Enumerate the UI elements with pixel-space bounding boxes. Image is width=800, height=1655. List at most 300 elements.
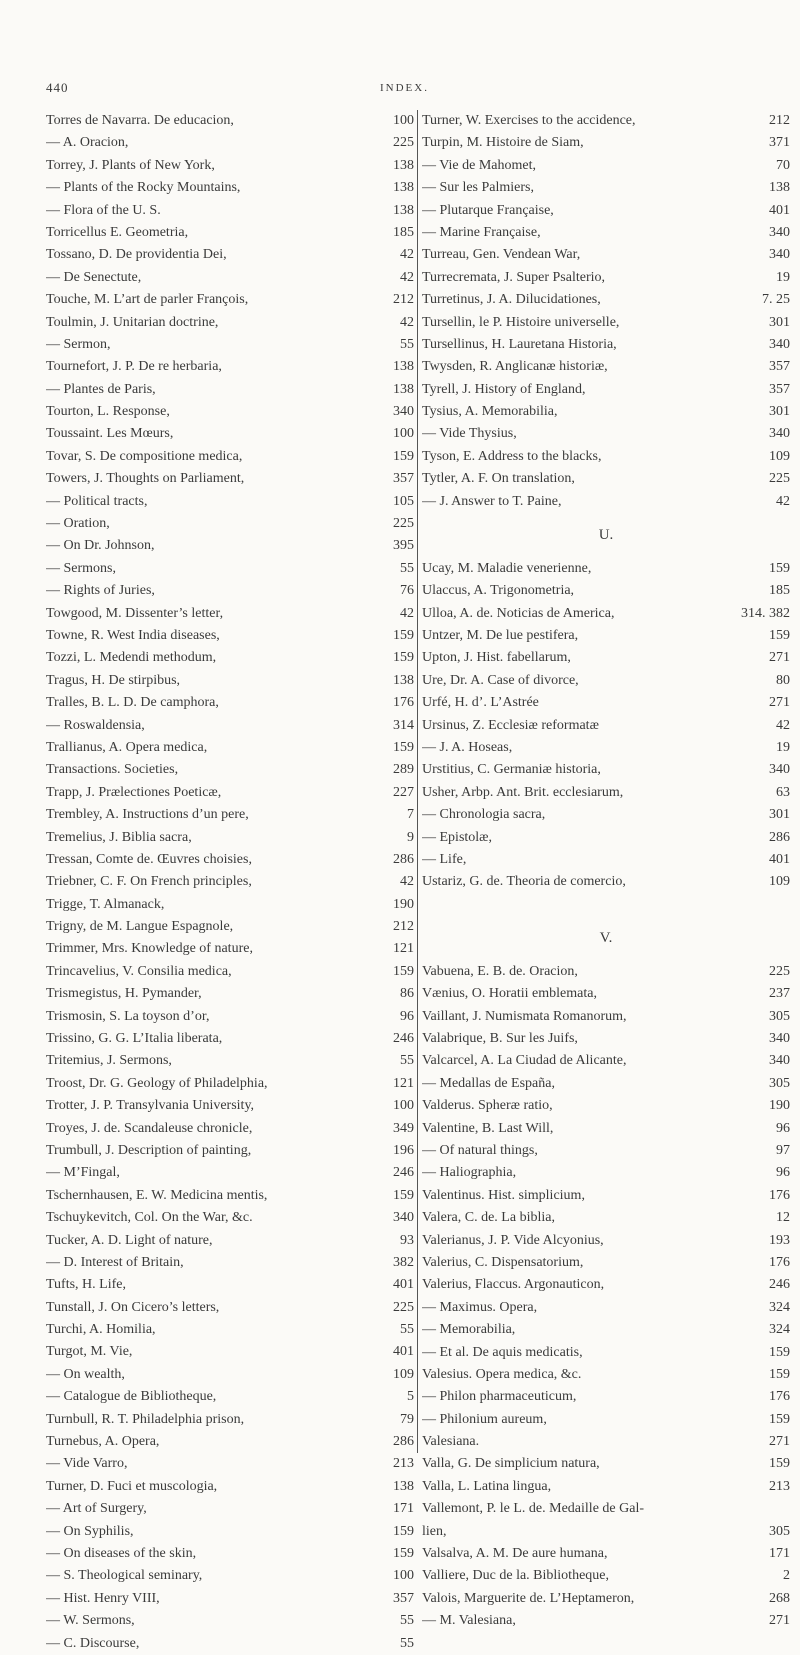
entry-title: — Medallas de España, [422, 1075, 555, 1091]
entry-page: 55 [400, 1613, 414, 1629]
entry-page: 349 [393, 1120, 414, 1136]
entry-page: 159 [393, 963, 414, 979]
right-column [422, 110, 790, 1633]
entry-page: 289 [393, 762, 414, 778]
entry-title: — Vide Thysius, [422, 426, 517, 442]
entry-page: 96 [776, 1120, 790, 1136]
entry-page: 357 [769, 359, 790, 375]
entry-page: 176 [393, 695, 414, 711]
entry-title: Torrey, J. Plants of New York, [46, 157, 215, 173]
entry-title: Triebner, C. F. On French principles, [46, 874, 252, 890]
index-entry [46, 1207, 414, 1229]
index-entry [422, 670, 790, 692]
index-entry [422, 1028, 790, 1050]
index-entry [422, 558, 790, 580]
index-entry [46, 222, 414, 244]
index-entry [46, 312, 414, 334]
index-entry [46, 1252, 414, 1274]
entry-page: 227 [393, 784, 414, 800]
index-entry [46, 513, 414, 535]
entry-title: Toulmin, J. Unitarian doctrine, [46, 314, 219, 330]
entry-page: 138 [769, 180, 790, 196]
entry-title: Touche, M. L’art de parler François, [46, 292, 249, 308]
index-entry [46, 244, 414, 266]
entry-title: Vaillant, J. Numismata Romanorum, [422, 1008, 627, 1024]
entry-page: 301 [769, 314, 790, 330]
index-entry [46, 804, 414, 826]
index-entry [46, 1543, 414, 1565]
entry-title: lien, [422, 1523, 447, 1539]
index-entry [46, 1073, 414, 1095]
entry-title: Tschuykevitch, Col. On the War, &c. [46, 1210, 253, 1226]
entry-title: — Et al. De aquis medicatis, [422, 1344, 583, 1360]
index-entry [422, 1207, 790, 1229]
entry-title: Trismosin, S. La toyson d’or, [46, 1008, 210, 1024]
index-entry [46, 849, 414, 871]
entry-page: 138 [393, 381, 414, 397]
index-entry [46, 468, 414, 490]
entry-title: — Vide Varro, [46, 1456, 128, 1472]
entry-title: Turnebus, A. Opera, [46, 1434, 160, 1450]
entry-title: — Of natural things, [422, 1143, 538, 1158]
section-heading-v: V. [599, 930, 613, 947]
index-entry [46, 715, 414, 737]
entry-page: 138 [393, 359, 414, 375]
entry-title: Turner, W. Exercises to the accidence, [422, 113, 636, 128]
entry-page: 7 [407, 807, 414, 823]
index-entry [46, 1498, 414, 1520]
entry-title: — Vie de Mahomet, [422, 157, 536, 173]
entry-title: Twysden, R. Anglicanæ historiæ, [422, 359, 608, 375]
index-entry [46, 603, 414, 625]
index-entry [422, 1364, 790, 1386]
index-entry [46, 401, 414, 423]
entry-page: 121 [393, 941, 414, 957]
index-entry [46, 1386, 414, 1408]
index-entry [422, 1095, 790, 1117]
index-entry [422, 580, 790, 602]
index-entry [422, 132, 790, 154]
index-entry [422, 401, 790, 423]
index-entry [46, 871, 414, 893]
index-entry [46, 1409, 414, 1431]
entry-title: — Art of Surgery, [46, 1501, 147, 1517]
index-entry [422, 1006, 790, 1028]
entry-title: Tritemius, J. Sermons, [46, 1053, 172, 1069]
index-entry [46, 110, 414, 132]
entry-page: 324 [769, 1299, 790, 1315]
entry-page: 314. 382 [741, 605, 790, 621]
entry-title: Troyes, J. de. Scandaleuse chronicle, [46, 1120, 253, 1136]
entry-page: 382 [393, 1254, 414, 1270]
entry-title: — On wealth, [46, 1366, 125, 1382]
entry-title: Valesiana. [422, 1434, 480, 1450]
index-entry [46, 827, 414, 849]
entry-title: Torricellus E. Geometria, [46, 224, 189, 240]
index-entry [46, 558, 414, 580]
entry-title: Ursinus, Z. Ecclesiæ reformatæ [422, 717, 599, 733]
entry-title: Tressan, Comte de. Œuvres choisies, [46, 851, 252, 867]
entry-page: 159 [769, 560, 790, 576]
index-entry [46, 1118, 414, 1140]
entry-page: 225 [393, 516, 414, 532]
entry-page: 100 [393, 1568, 414, 1584]
index-entry [46, 1028, 414, 1050]
entry-page: 268 [769, 1590, 790, 1606]
index-entry [46, 580, 414, 602]
entry-page: 109 [769, 874, 790, 890]
index-entry [46, 423, 414, 445]
entry-title: Towers, J. Thoughts on Parliament, [46, 471, 245, 487]
entry-title: Upton, J. Hist. fabellarum, [422, 650, 571, 666]
entry-page: 271 [769, 695, 790, 711]
entry-page: 246 [393, 1031, 414, 1047]
index-entry [422, 356, 790, 378]
index-entry [46, 132, 414, 154]
index-entry [422, 1274, 790, 1296]
entry-title: — Sur les Palmiers, [422, 180, 534, 196]
entry-page: 42 [400, 269, 414, 285]
entry-title: — Catalogue de Bibliotheque, [46, 1389, 217, 1405]
entry-title: Tursellin, le P. Histoire universelle, [422, 314, 620, 330]
entry-page: 100 [393, 1098, 414, 1114]
entry-page: 5 [407, 1389, 414, 1405]
index-entry [46, 379, 414, 401]
entry-title: — Life, [422, 851, 467, 867]
index-entry [46, 1565, 414, 1587]
entry-page: 19 [776, 739, 790, 755]
index-entry [422, 827, 790, 849]
entry-page: 42 [400, 874, 414, 890]
entry-title: Urfé, H. d’. L’Astrée [422, 695, 539, 711]
index-entry [422, 871, 790, 893]
entry-title: Trumbull, J. Description of painting, [46, 1142, 252, 1158]
index-entry [46, 1297, 414, 1319]
entry-page: 185 [393, 224, 414, 240]
entry-page: 42 [400, 314, 414, 330]
entry-page: 357 [393, 471, 414, 487]
entry-title: — On Syphilis, [46, 1523, 134, 1539]
entry-title: — Philon pharmaceuticum, [422, 1389, 577, 1405]
entry-title: Valerius, Flaccus. Argonauticon, [422, 1277, 605, 1293]
index-entry [422, 1453, 790, 1475]
index-entry [422, 1431, 790, 1453]
entry-title: Vallemont, P. le L. de. Medaille de Gal- [422, 1501, 644, 1517]
entry-title: Trapp, J. Prælectiones Poeticæ, [46, 784, 222, 800]
index-entry [422, 334, 790, 356]
index-entry [422, 1565, 790, 1587]
entry-page: 401 [769, 202, 790, 218]
index-entry [422, 1319, 790, 1341]
entry-page: 159 [393, 1523, 414, 1539]
entry-page: 159 [769, 1456, 790, 1472]
entry-page: 340 [769, 762, 790, 778]
entry-page: 86 [400, 986, 414, 1002]
entry-title: — Plants of the Rocky Mountains, [46, 180, 241, 196]
entry-page: 237 [769, 986, 790, 1002]
entry-page: 7. 25 [762, 292, 790, 308]
entry-title: Valerius, C. Dispensatorium, [422, 1254, 584, 1270]
index-entry [422, 379, 790, 401]
entry-title: Vænius, O. Horatii emblemata, [422, 986, 597, 1002]
index-entry [46, 1341, 414, 1363]
entry-page: 76 [400, 583, 414, 599]
entry-title: Torres de Navarra. De educacion, [46, 113, 234, 128]
entry-title: — Flora of the U. S. [46, 202, 161, 218]
index-entry [422, 1118, 790, 1140]
entry-title: Turnbull, R. T. Philadelphia prison, [46, 1411, 245, 1427]
entry-title: — On diseases of the skin, [46, 1546, 197, 1561]
entry-page: 9 [407, 829, 414, 845]
entry-page: 159 [769, 1411, 790, 1427]
index-entry [46, 1162, 414, 1184]
index-entry [422, 983, 790, 1005]
index-entry [46, 1476, 414, 1498]
entry-page: 301 [769, 404, 790, 420]
index-entry [46, 983, 414, 1005]
entry-page: 340 [769, 1031, 790, 1047]
entry-page: 213 [769, 1478, 790, 1494]
entry-page: 176 [769, 1254, 790, 1270]
index-entry [46, 894, 414, 916]
entry-title: Ure, Dr. A. Case of divorce, [422, 672, 579, 688]
entry-title: Valesius. Opera medica, &c. [422, 1366, 582, 1382]
entry-title: Trissino, G. G. L’Italia liberata, [46, 1031, 223, 1047]
entry-page: 138 [393, 180, 414, 196]
index-entry [46, 289, 414, 311]
entry-page: 357 [393, 1590, 414, 1606]
entry-title: Turretinus, J. A. Dilucidationes, [422, 292, 601, 308]
index-entry [46, 625, 414, 647]
index-entry [422, 423, 790, 445]
entry-page: 55 [400, 560, 414, 576]
index-entry [422, 625, 790, 647]
entry-title: Tufts, H. Life, [46, 1277, 126, 1293]
entry-page: 401 [393, 1277, 414, 1293]
entry-page: 109 [769, 448, 790, 464]
index-entry [46, 1185, 414, 1207]
entry-title: — Marine Française, [422, 224, 541, 240]
index-entry [422, 1409, 790, 1431]
entry-page: 109 [393, 1366, 414, 1382]
index-entry [422, 715, 790, 737]
index-entry [422, 110, 790, 132]
entry-title: — Rights of Juries, [46, 583, 155, 599]
entry-page: 193 [769, 1232, 790, 1248]
index-entry [422, 177, 790, 199]
entry-title: Tossano, D. De providentia Dei, [46, 247, 227, 263]
entry-page: 138 [393, 672, 414, 688]
entry-page: 196 [393, 1142, 414, 1158]
index-entry [46, 647, 414, 669]
index-entry [46, 1319, 414, 1341]
index-entry [422, 1498, 790, 1520]
index-entry [46, 334, 414, 356]
entry-page: 213 [393, 1456, 414, 1472]
index-entry [46, 535, 414, 557]
entry-title: Trembley, A. Instructions d’un pere, [46, 807, 249, 823]
index-entry [46, 356, 414, 378]
entry-page: 159 [393, 1546, 414, 1561]
index-entry [46, 155, 414, 177]
entry-page: 19 [776, 269, 790, 285]
entry-title: Ulaccus, A. Trigonometria, [422, 583, 575, 599]
index-entry [46, 1431, 414, 1453]
entry-title: — A. Oracion, [46, 135, 129, 151]
index-entry [422, 1140, 790, 1162]
entry-title: — Plantes de Paris, [46, 381, 156, 397]
left-column [46, 110, 414, 1655]
entry-title: Tysius, A. Memorabilia, [422, 404, 558, 420]
entry-title: Towne, R. West India diseases, [46, 627, 220, 643]
entry-title: — Oration, [46, 516, 110, 532]
index-entry [46, 961, 414, 983]
entry-page: 159 [393, 739, 414, 755]
index-entry [422, 647, 790, 669]
entry-title: Tournefort, J. P. De re herbaria, [46, 359, 222, 375]
index-entry [422, 804, 790, 826]
entry-title: Trismegistus, H. Pymander, [46, 986, 202, 1002]
entry-title: Trotter, J. P. Transylvania University, [46, 1098, 255, 1114]
entry-title: Vabuena, E. B. de. Oracion, [422, 963, 578, 979]
entry-page: 212 [393, 292, 414, 308]
entry-page: 171 [393, 1501, 414, 1517]
entry-title: Usher, Arbp. Ant. Brit. ecclesiarum, [422, 784, 624, 800]
entry-title: Tremelius, J. Biblia sacra, [46, 829, 192, 845]
index-entry [46, 1230, 414, 1252]
entry-title: — C. Discourse, [46, 1635, 140, 1651]
running-title: INDEX. [380, 82, 429, 94]
entry-page: 340 [769, 224, 790, 240]
index-entry [422, 491, 790, 513]
section-heading-u: U. [598, 527, 614, 544]
entry-title: — M. Valesiana, [422, 1613, 516, 1629]
index-entry [422, 244, 790, 266]
index-entry [422, 1588, 790, 1610]
index-entry [422, 1543, 790, 1565]
entry-title: Ustariz, G. de. Theoria de comercio, [422, 874, 626, 890]
entry-title: Valla, L. Latina lingua, [422, 1478, 552, 1494]
entry-page: 340 [393, 404, 414, 420]
index-entry [422, 222, 790, 244]
index-entry [422, 468, 790, 490]
entry-page: 55 [400, 1322, 414, 1338]
index-entry [422, 759, 790, 781]
entry-page: 159 [393, 650, 414, 666]
entry-title: Valentine, B. Last Will, [422, 1120, 554, 1136]
entry-page: 159 [769, 1366, 790, 1382]
index-entry [422, 1610, 790, 1632]
entry-page: 159 [393, 627, 414, 643]
index-entry [46, 938, 414, 960]
entry-page: 271 [769, 650, 790, 666]
index-entry [46, 782, 414, 804]
entry-page: 305 [769, 1523, 790, 1539]
entry-page: 395 [393, 538, 414, 554]
entry-page: 55 [400, 336, 414, 352]
index-entry [46, 1521, 414, 1543]
index-entry [46, 446, 414, 468]
entry-title: Valera, C. de. La biblia, [422, 1210, 555, 1226]
entry-page: 225 [393, 1299, 414, 1315]
index-entry [46, 1095, 414, 1117]
entry-page: 371 [769, 135, 790, 151]
index-entry [422, 849, 790, 871]
entry-page: 2 [783, 1568, 790, 1584]
entry-title: Valcarcel, A. La Ciudad de Alicante, [422, 1053, 627, 1069]
entry-page: 100 [393, 113, 414, 128]
index-entry [46, 670, 414, 692]
entry-page: 305 [769, 1008, 790, 1024]
entry-title: Tragus, H. De stirpibus, [46, 672, 181, 688]
entry-page: 190 [393, 896, 414, 912]
entry-title: — Philonium aureum, [422, 1411, 547, 1427]
entry-page: 340 [393, 1210, 414, 1226]
index-entry [46, 200, 414, 222]
entry-title: — D. Interest of Britain, [46, 1254, 184, 1270]
entry-title: — Chronologia sacra, [422, 807, 546, 823]
index-entry [422, 200, 790, 222]
index-entry [422, 1252, 790, 1274]
entry-title: Tytler, A. F. On translation, [422, 471, 575, 487]
index-entry [422, 1162, 790, 1184]
index-entry [422, 1230, 790, 1252]
column-divider [417, 110, 418, 1453]
entry-page: 159 [393, 1187, 414, 1203]
entry-page: 159 [769, 1344, 790, 1360]
index-entry [46, 1610, 414, 1632]
entry-title: Trigny, de M. Langue Espagnole, [46, 919, 234, 935]
entry-page: 55 [400, 1053, 414, 1069]
entry-title: Tyson, E. Address to the blacks, [422, 448, 602, 464]
entry-title: Ucay, M. Maladie venerienne, [422, 560, 592, 576]
entry-title: Trigge, T. Almanack, [46, 896, 165, 912]
entry-title: Troost, Dr. G. Geology of Philadelphia, [46, 1075, 268, 1091]
entry-page: 70 [776, 157, 790, 173]
entry-title: — Sermons, [46, 560, 116, 576]
entry-title: Ulloa, A. de. Noticias de America, [422, 605, 615, 621]
entry-page: 212 [393, 919, 414, 935]
entry-page: 286 [393, 851, 414, 867]
index-entry [46, 916, 414, 938]
entry-title: — J. A. Hoseas, [422, 739, 513, 755]
entry-title: Tucker, A. D. Light of nature, [46, 1232, 213, 1248]
index-entry [46, 1050, 414, 1072]
entry-title: Valliere, Duc de la. Bibliotheque, [422, 1568, 609, 1584]
index-entry [46, 1006, 414, 1028]
entry-title: — Epistolæ, [422, 829, 493, 845]
entry-title: Valsalva, A. M. De aure humana, [422, 1546, 608, 1562]
entry-page: 159 [769, 628, 790, 643]
entry-page: 42 [776, 717, 790, 733]
entry-title: — Plutarque Française, [422, 202, 554, 218]
entry-page: 271 [769, 1613, 790, 1629]
index-entry [46, 1364, 414, 1386]
entry-title: — De Senectute, [46, 269, 142, 285]
index-entry [422, 1185, 790, 1207]
entry-title: Urstitius, C. Germaniæ historia, [422, 762, 601, 778]
index-entry [422, 289, 790, 311]
entry-title: — W. Sermons, [46, 1613, 135, 1629]
entry-title: Turpin, M. Histoire de Siam, [422, 135, 584, 151]
entry-title: — Sermon, [46, 336, 111, 352]
index-entry [46, 491, 414, 513]
entry-page: 159 [393, 448, 414, 464]
page-number: 440 [46, 80, 69, 95]
entry-title: Tozzi, L. Medendi methodum, [46, 650, 217, 666]
entry-page: 42 [400, 247, 414, 263]
entry-page: 171 [769, 1546, 790, 1562]
